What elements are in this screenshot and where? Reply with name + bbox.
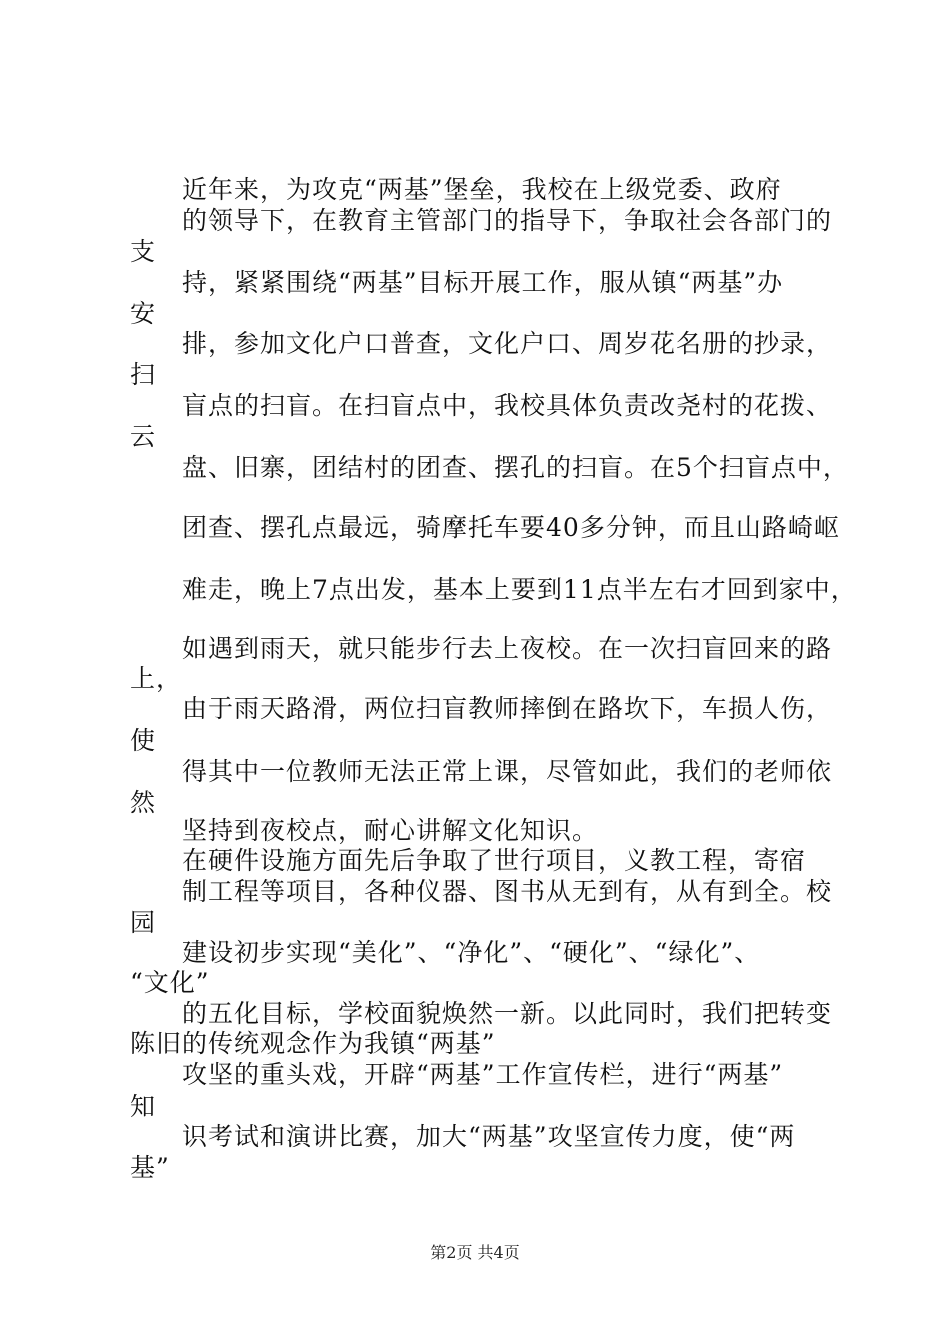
text-line: 近年来，为攻克“两基”堡垒，我校在上级党委、政府 [182, 175, 782, 204]
text-line: 的五化目标，学校面貌焕然一新。以此同时，我们把转变 [182, 999, 833, 1028]
text-line: 得其中一位教师无法正常上课，尽管如此，我们的老师依 [182, 757, 833, 786]
text-line: 安 [130, 299, 157, 328]
text-line: 然 [130, 788, 157, 817]
text-line: 盲点的扫盲。在扫盲点中，我校具体负责改尧村的花拨、 [182, 391, 833, 420]
text-line: 基” [130, 1153, 170, 1182]
text-line: “文化” [130, 968, 210, 997]
text-line: 难走，晚上7点出发，基本上要到11点半左右才回到家中， [182, 575, 857, 604]
text-line: 上， [130, 664, 183, 693]
text-line: 建设初步实现“美化”、“净化”、“硬化”、“绿化”、 [182, 938, 761, 967]
text-line: 排，参加文化户口普查，文化户口、周岁花名册的抄录， [182, 329, 833, 358]
text-line: 园 [130, 908, 157, 937]
text-line: 陈旧的传统观念作为我镇“两基” [130, 1029, 496, 1058]
text-line: 攻坚的重头戏，开辟“两基”工作宣传栏，进行“两基” [182, 1060, 784, 1089]
text-line: 由于雨天路滑，两位扫盲教师摔倒在路坎下，车损人伤， [182, 694, 833, 723]
text-line: 盘、旧寨，团结村的团查、摆孔的扫盲。在5个扫盲点中， [182, 453, 849, 482]
text-line: 识考试和演讲比赛，加大“两基”攻坚宣传力度，使“两 [182, 1122, 796, 1151]
text-line: 制工程等项目，各种仪器、图书从无到有，从有到全。校 [182, 877, 833, 906]
text-line: 知 [130, 1092, 157, 1121]
text-line: 持，紧紧围绕“两基”目标开展工作，服从镇“两基”办 [182, 268, 784, 297]
text-line: 使 [130, 726, 157, 755]
text-line: 的领导下，在教育主管部门的指导下，争取社会各部门的 [182, 206, 833, 235]
text-line: 如遇到雨天，就只能步行去上夜校。在一次扫盲回来的路 [182, 634, 833, 663]
text-line: 支 [130, 237, 157, 266]
text-line: 扫 [130, 360, 157, 389]
page-number-footer: 第2页 共4页 [430, 1243, 520, 1262]
text-line: 团查、摆孔点最远，骑摩托车要40多分钟，而且山路崎岖 [182, 513, 840, 542]
text-line: 云 [130, 422, 157, 451]
text-line: 在硬件设施方面先后争取了世行项目，义教工程，寄宿 [182, 846, 807, 875]
text-line: 坚持到夜校点，耐心讲解文化知识。 [182, 816, 599, 845]
